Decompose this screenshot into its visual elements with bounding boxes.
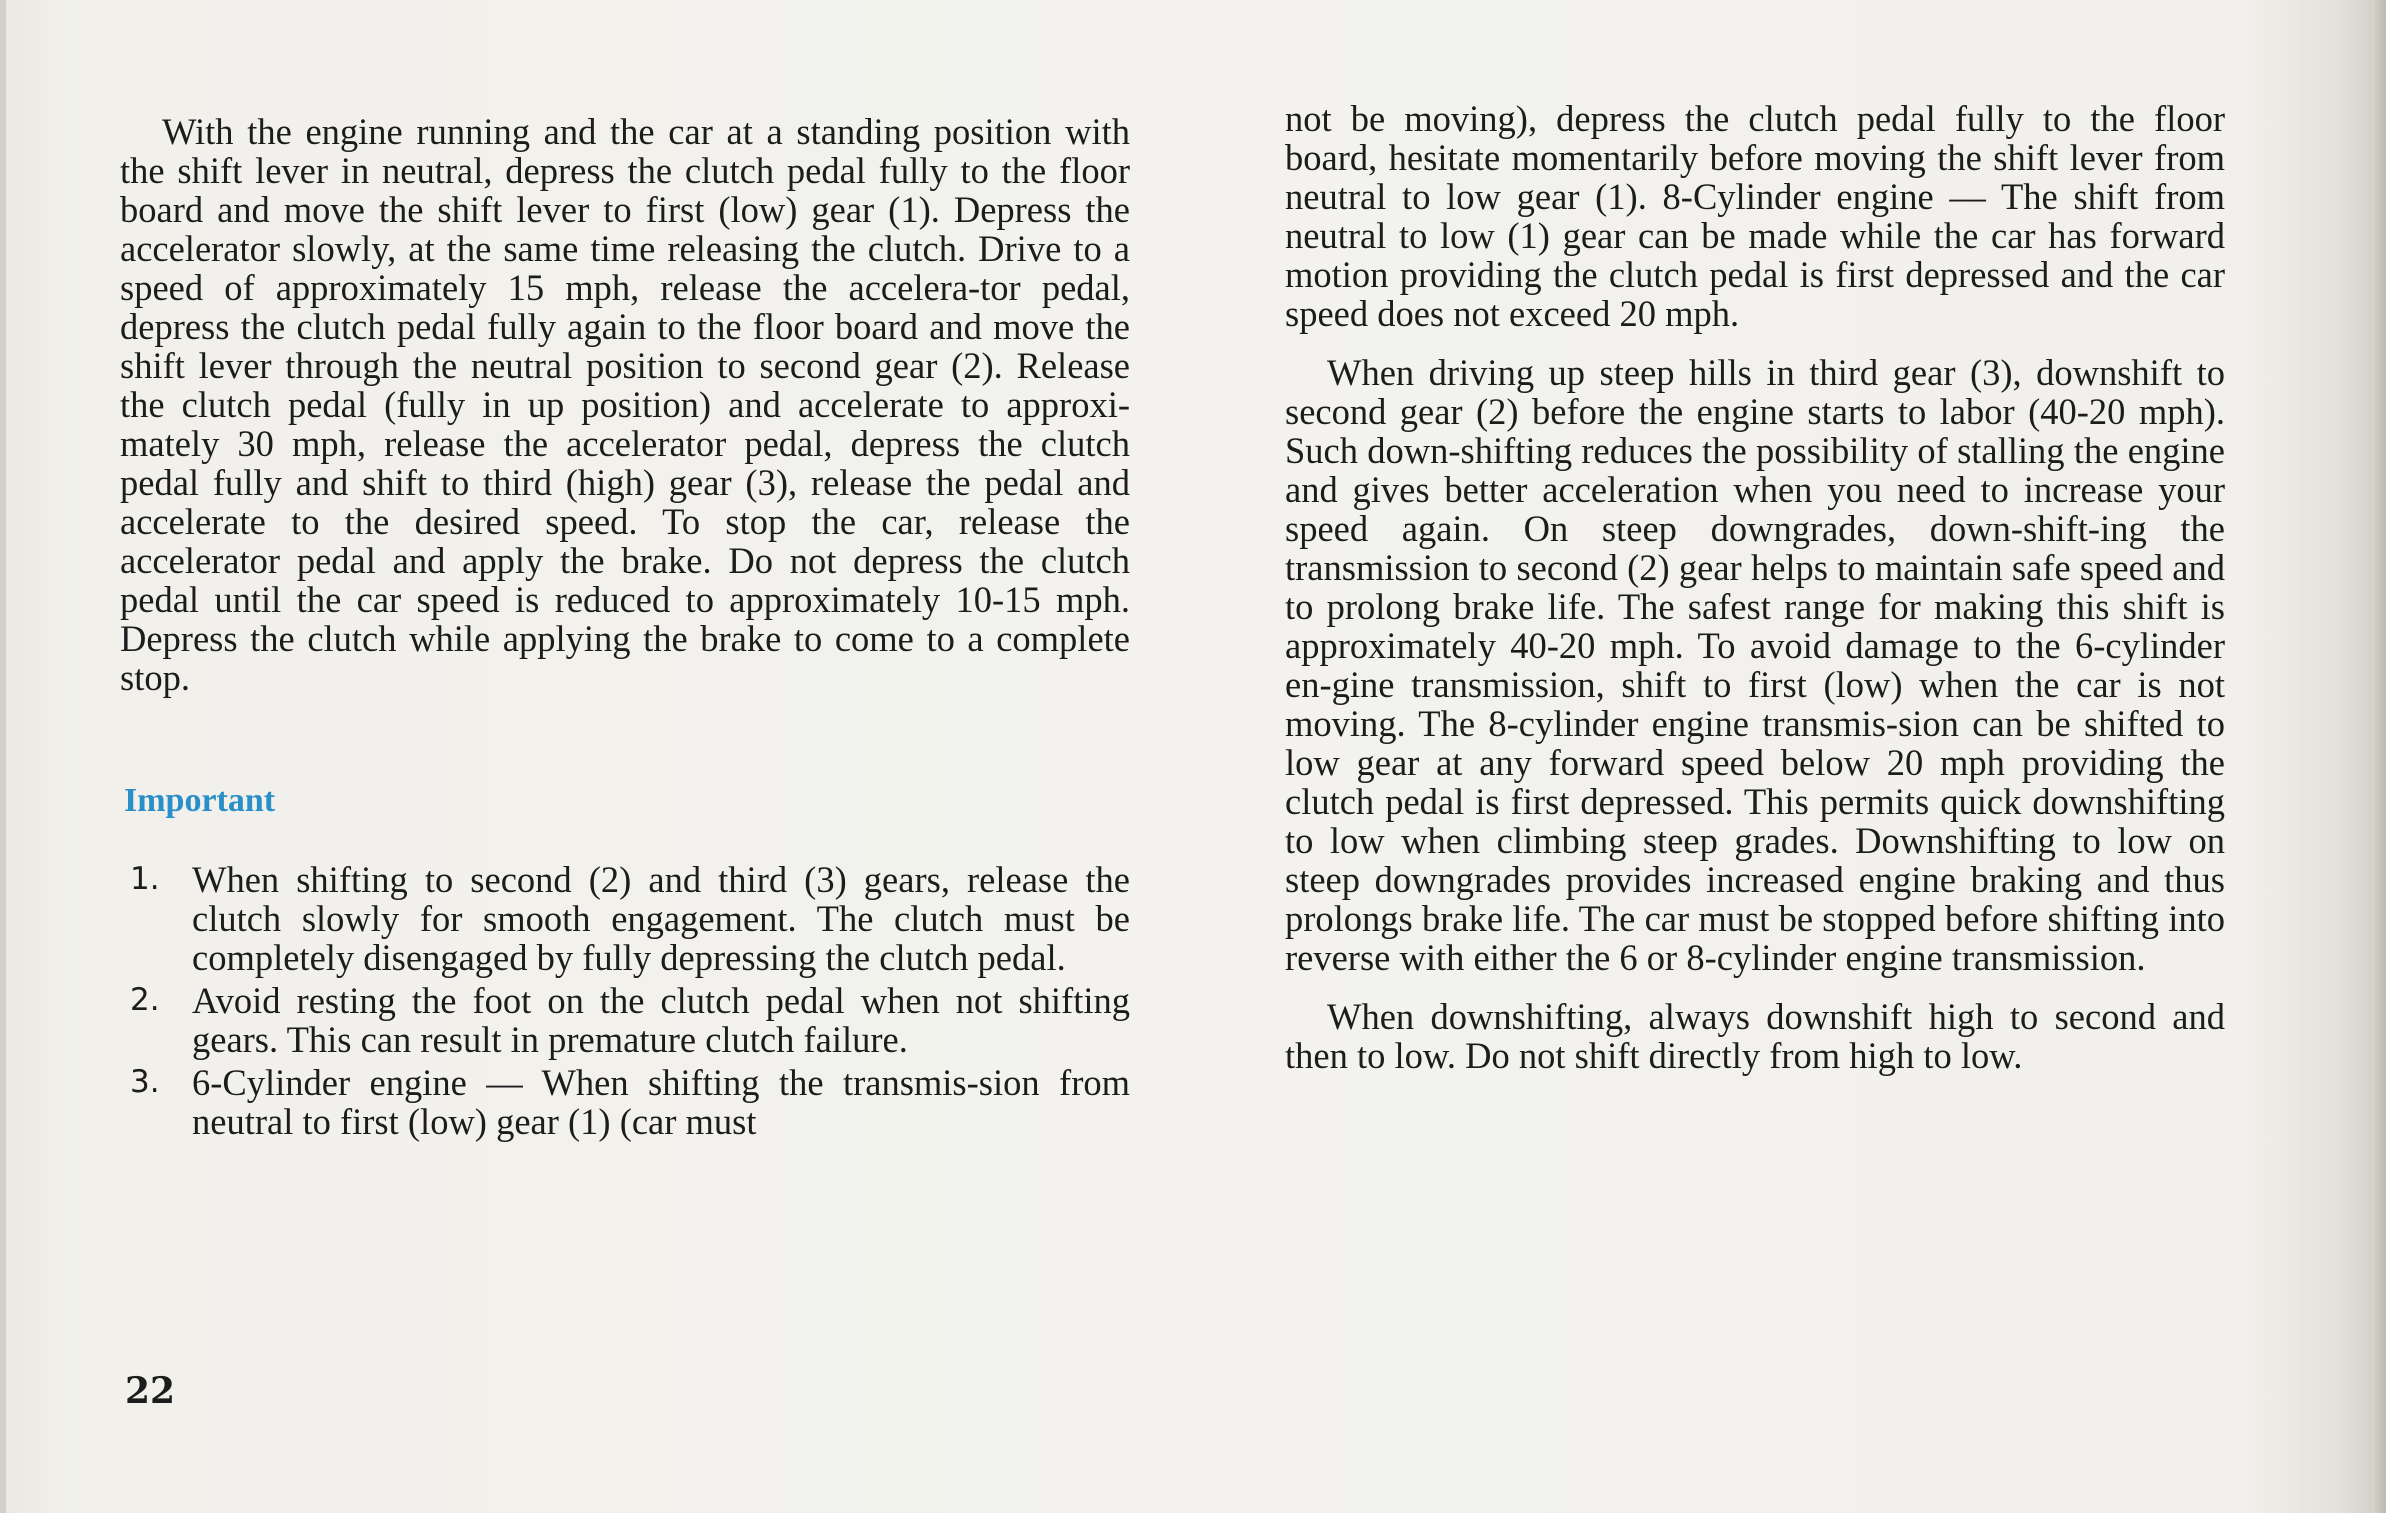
- important-list: [120, 860, 1130, 1141]
- downshift-order-paragraph: When downshifting, always downshift high to second and then to low. Do not shift directly from high to low.: [1285, 996, 2225, 1076]
- list-item-number: 1.: [130, 861, 160, 897]
- left-page-column: [120, 112, 1130, 1145]
- continuation-paragraph: not be moving), depress the clutch pedal fully to the floor board, hesitate momentarily before moving the shift lever from neutral to low gear (1). 8-Cylinder engine — The shift from neutral to low (1) gear can be made while the car has forward motion providing the clutch pedal is first depressed and the car speed does not exceed 20 mph.: [1285, 98, 2225, 334]
- list-item-text: Avoid resting the foot on the clutch pedal when not shifting gears. This can result in premature clutch failure.: [192, 980, 1130, 1060]
- list-item: [120, 1063, 1130, 1141]
- list-item-text: When shifting to second (2) and third (3) gears, release the clutch slowly for smooth engagement. The clutch must be completely disengaged by fully depressing the clutch pedal.: [192, 859, 1130, 978]
- intro-paragraph: With the engine running and the car at a standing position with the shift lever in neutral, depress the clutch pedal fully to the floor board and move the shift lever to first (low) gear (1). Depress the accelerator slowly, at the same time releasing the clutch. Drive to a speed of approximately 15 mph, release the accelera-tor pedal, depress the clutch pedal fully again to the floor board and move the shift lever through the neutral position to second gear (2). Release the clutch pedal (fully in up position) and accelerate to approxi-mately 30 mph, release the accelerator pedal, depress the clutch pedal fully and shift to third (high) gear (3), release the pedal and accelerate to the desired speed. To stop the car, release the accelerator pedal and apply the brake. Do not depress the clutch pedal until the car speed is reduced to approximately 10-15 mph. Depress the clutch while applying the brake to come to a complete stop.: [120, 111, 1130, 698]
- list-item-number: 2.: [130, 982, 160, 1018]
- list-item-text: 6-Cylinder engine — When shifting the transmis-sion from neutral to first (low) gear (1) (car must: [192, 1062, 1130, 1142]
- page-edge-right: [2372, 0, 2386, 1513]
- downshift-hills-paragraph: When driving up steep hills in third gear (3), downshift to second gear (2) before the engine starts to labor (40-20 mph). Such down-shifting reduces the possibility of stalling the engine and gives better acceleration when you need to increase your speed again. On steep downgrades, down-shift-ing the transmission to second (2) gear helps to maintain safe speed and to prolong brake life. The safest range for making this shift is approximately 40-20 mph. To avoid damage to the 6-cylinder en-gine transmission, shift to first (low) when the car is not moving. The 8-cylinder engine transmis-sion can be shifted to low gear at any forward speed below 20 mph providing the clutch pedal is first depressed. This permits quick downshifting to low when climbing steep grades. Downshifting to low on steep downgrades provides increased engine braking and thus prolongs brake life. The car must be stopped before shifting into reverse with either the 6 or 8-cylinder engine transmission.: [1285, 352, 2225, 978]
- page-edge-left: [0, 0, 6, 1513]
- right-page-column: [1285, 99, 2225, 1075]
- important-heading: Important: [124, 782, 276, 819]
- list-item-number: 3.: [130, 1064, 160, 1100]
- page-number: 22: [125, 1370, 176, 1412]
- list-item: [120, 860, 1130, 977]
- list-item: [120, 981, 1130, 1059]
